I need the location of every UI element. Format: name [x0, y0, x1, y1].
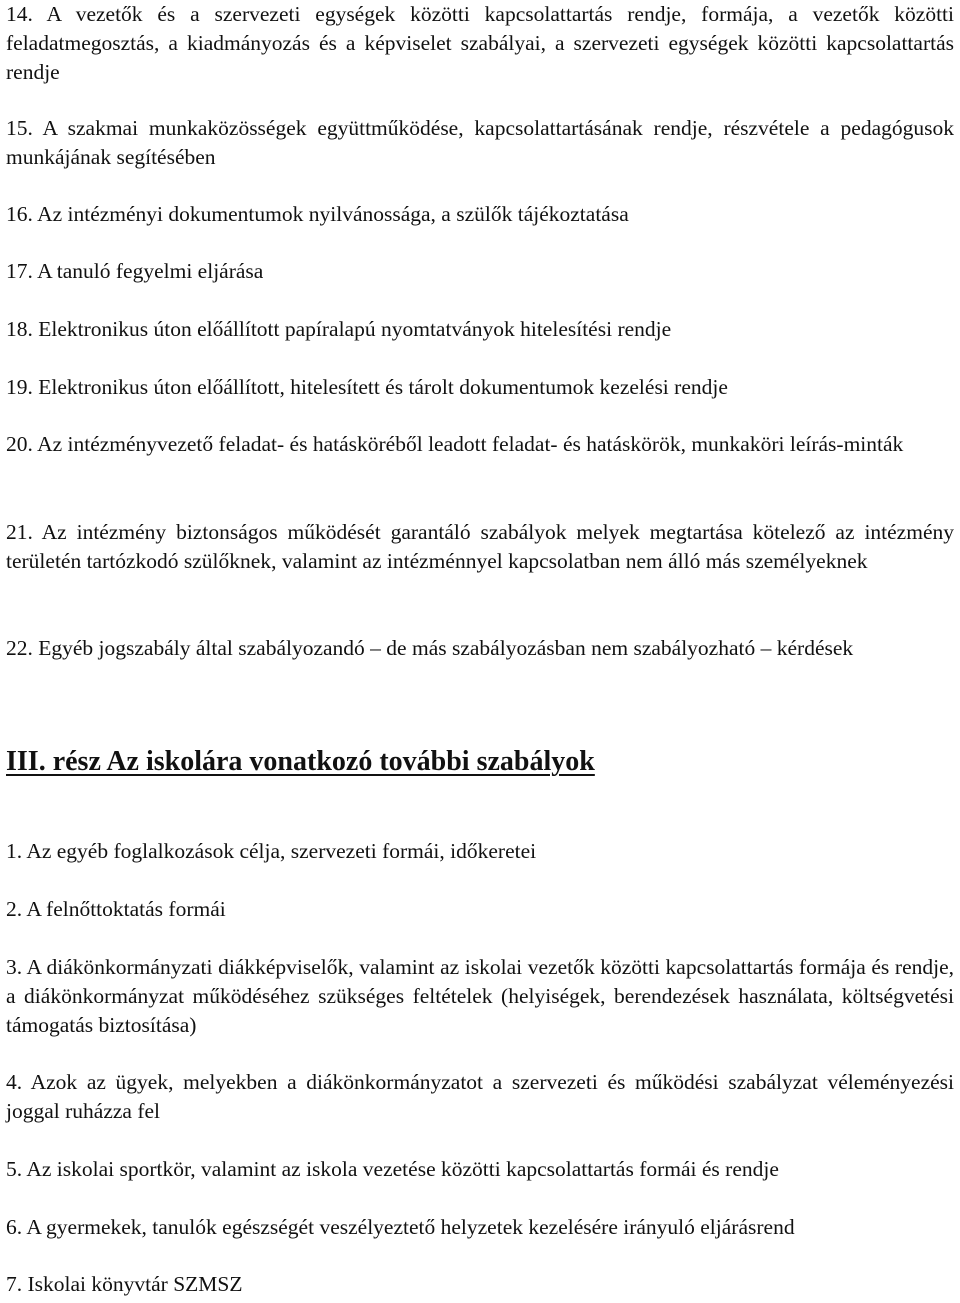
list-item-19: 19. Elektronikus úton előállított, hitelesített és tárolt dokumentumok kezelési rendje	[6, 375, 728, 399]
list-item-15: 15. A szakmai munkaközösségek együttműködése, kapcsolattartásának rendje, részvétele a pedagógusok munkájának segítésében	[6, 116, 954, 169]
list-item-part3-1: 1. Az egyéb foglalkozások célja, szervezeti formái, időkeretei	[6, 839, 537, 863]
list-item-part3-2: 2. A felnőttoktatás formái	[6, 897, 226, 921]
list-item-20: 20. Az intézményvezető feladat- és hatásköréből leadott feladat- és hatáskörök, munkaköri leírás-minták	[6, 432, 904, 456]
list-item-22: 22. Egyéb jogszabály által szabályozandó – de más szabályozásban nem szabályozható – kérdések	[6, 636, 854, 660]
section-heading-part-3: III. rész Az iskolára vonatkozó további szabályok	[6, 746, 595, 777]
list-item-14: 14. A vezetők és a szervezeti egységek közötti kapcsolattartás rendje, formája, a vezetők közötti feladatmegosztás, a kiadmányozás és a képviselet szabályai, a szervezeti egységek közötti kapcsolattartás rendje	[6, 2, 954, 84]
list-item-part3-3: 3. A diákönkormányzati diákképviselők, valamint az iskolai vezetők közötti kapcsolattartás formája és rendje, a diákönkormányzat működéséhez szükséges feltételek (helyiségek, berendezések használata, költségvetési támogatás biztosítása)	[6, 955, 954, 1037]
list-item-16: 16. Az intézményi dokumentumok nyilvánossága, a szülők tájékoztatása	[6, 202, 629, 226]
list-item-18: 18. Elektronikus úton előállított papíralapú nyomtatványok hitelesítési rendje	[6, 317, 672, 341]
list-item-17: 17. A tanuló fegyelmi eljárása	[6, 259, 264, 283]
list-item-21: 21. Az intézmény biztonságos működését garantáló szabályok melyek megtartása kötelező az intézmény területén tartózkodó szülőknek, valamint az intézménnyel kapcsolatban nem álló más személyeknek	[6, 520, 954, 573]
list-item-part3-5: 5. Az iskolai sportkör, valamint az iskola vezetése közötti kapcsolattartás formái és rendje	[6, 1157, 779, 1181]
list-item-part3-6: 6. A gyermekek, tanulók egészségét veszélyeztető helyzetek kezelésére irányuló eljárásrend	[6, 1215, 795, 1239]
list-item-part3-7: 7. Iskolai könyvtár SZMSZ	[6, 1272, 243, 1296]
list-item-part3-4: 4. Azok az ügyek, melyekben a diákönkormányzatot a szervezeti és működési szabályzat véleményezési joggal ruházza fel	[6, 1070, 954, 1123]
